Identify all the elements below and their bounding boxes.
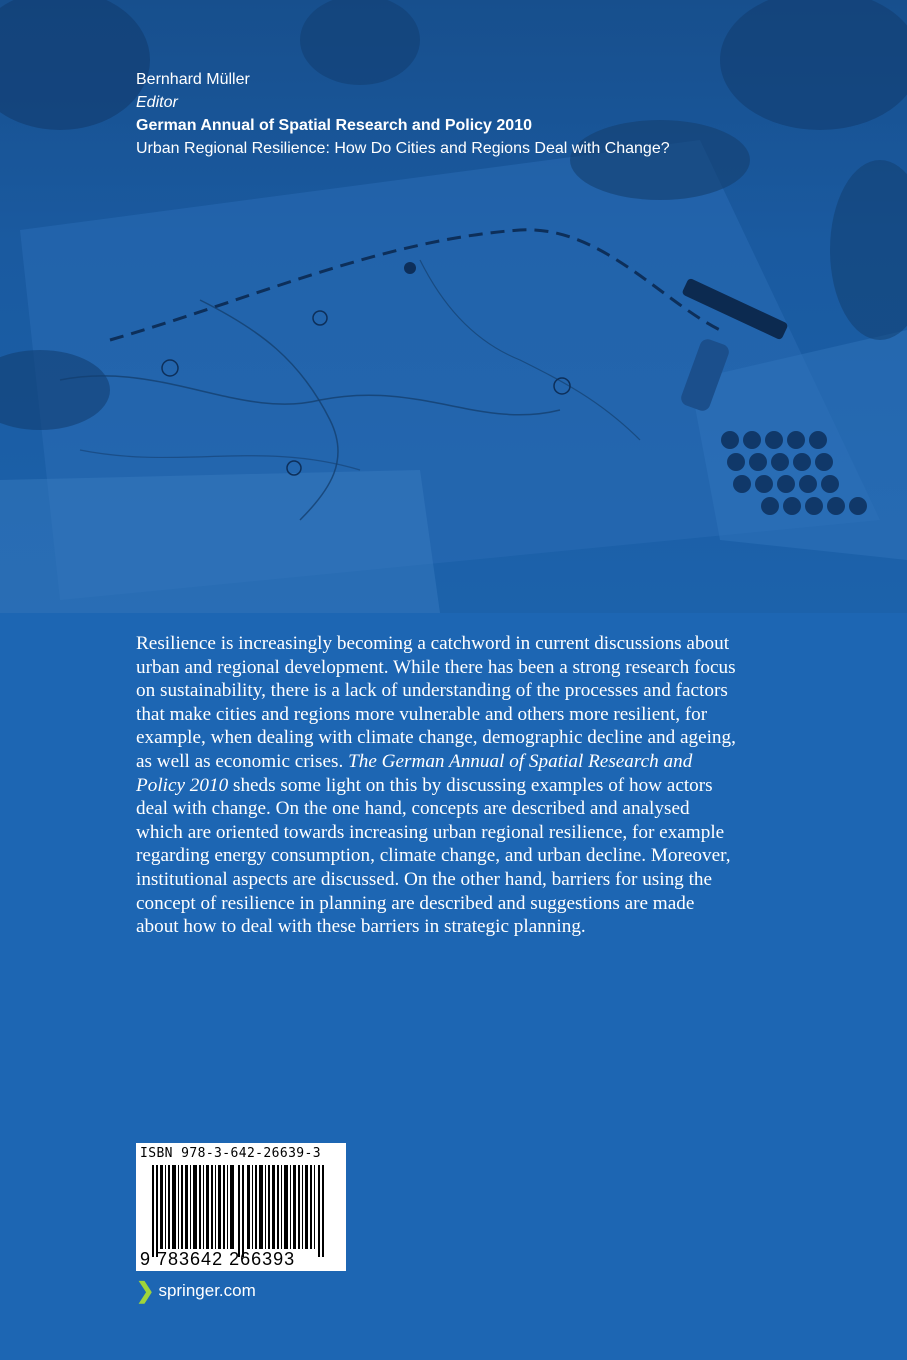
isbn-barcode <box>136 1143 346 1271</box>
blurb-text-italic: The German Annual of Spatial Research and Policy 2010 <box>136 750 693 796</box>
isbn-label: ISBN 978-3-642-26639-3 <box>140 1146 321 1161</box>
publisher-link[interactable] <box>136 1280 256 1302</box>
publisher-url[interactable]: springer.com <box>158 1281 256 1300</box>
editor-role: Editor <box>136 94 178 111</box>
book-subtitle: Urban Regional Resilience: How Do Cities and Regions Deal with Change? <box>136 140 670 157</box>
cover-header <box>136 68 670 160</box>
author-name: Bernhard Müller <box>136 71 250 88</box>
book-title: German Annual of Spatial Research and Policy 2010 <box>136 117 532 134</box>
blurb-paragraph <box>136 632 736 939</box>
barcode-icon <box>152 1165 332 1257</box>
blurb-text-part2: sheds some light on this by discussing examples of how actors deal with change. On the one hand, concepts are described and analysed which are oriented towards increasing urban regional resilience, for example regarding energy consumption, climate change, and urban decline. Moreover, institutional aspects are discussed. On the other hand, barriers for using the concept of resilience in planning are described and suggestions are made about how to deal with these barriers in strategic planning. <box>136 774 731 938</box>
chevron-right-icon: ❯ <box>136 1278 155 1303</box>
back-cover-blurb <box>136 632 736 939</box>
blurb-text-part1: Resilience is increasingly becoming a catchword in current discussions about urban and regional development. While there has been a strong research focus on sustainability, there is a lack of understanding of the processes and factors that make cities and regions more vulnerable and others more resilient, for example, when dealing with climate change, demographic decline and ageing, as well as economic crises. <box>136 633 736 772</box>
barcode-digits: 9 783642 266393 <box>140 1249 296 1269</box>
